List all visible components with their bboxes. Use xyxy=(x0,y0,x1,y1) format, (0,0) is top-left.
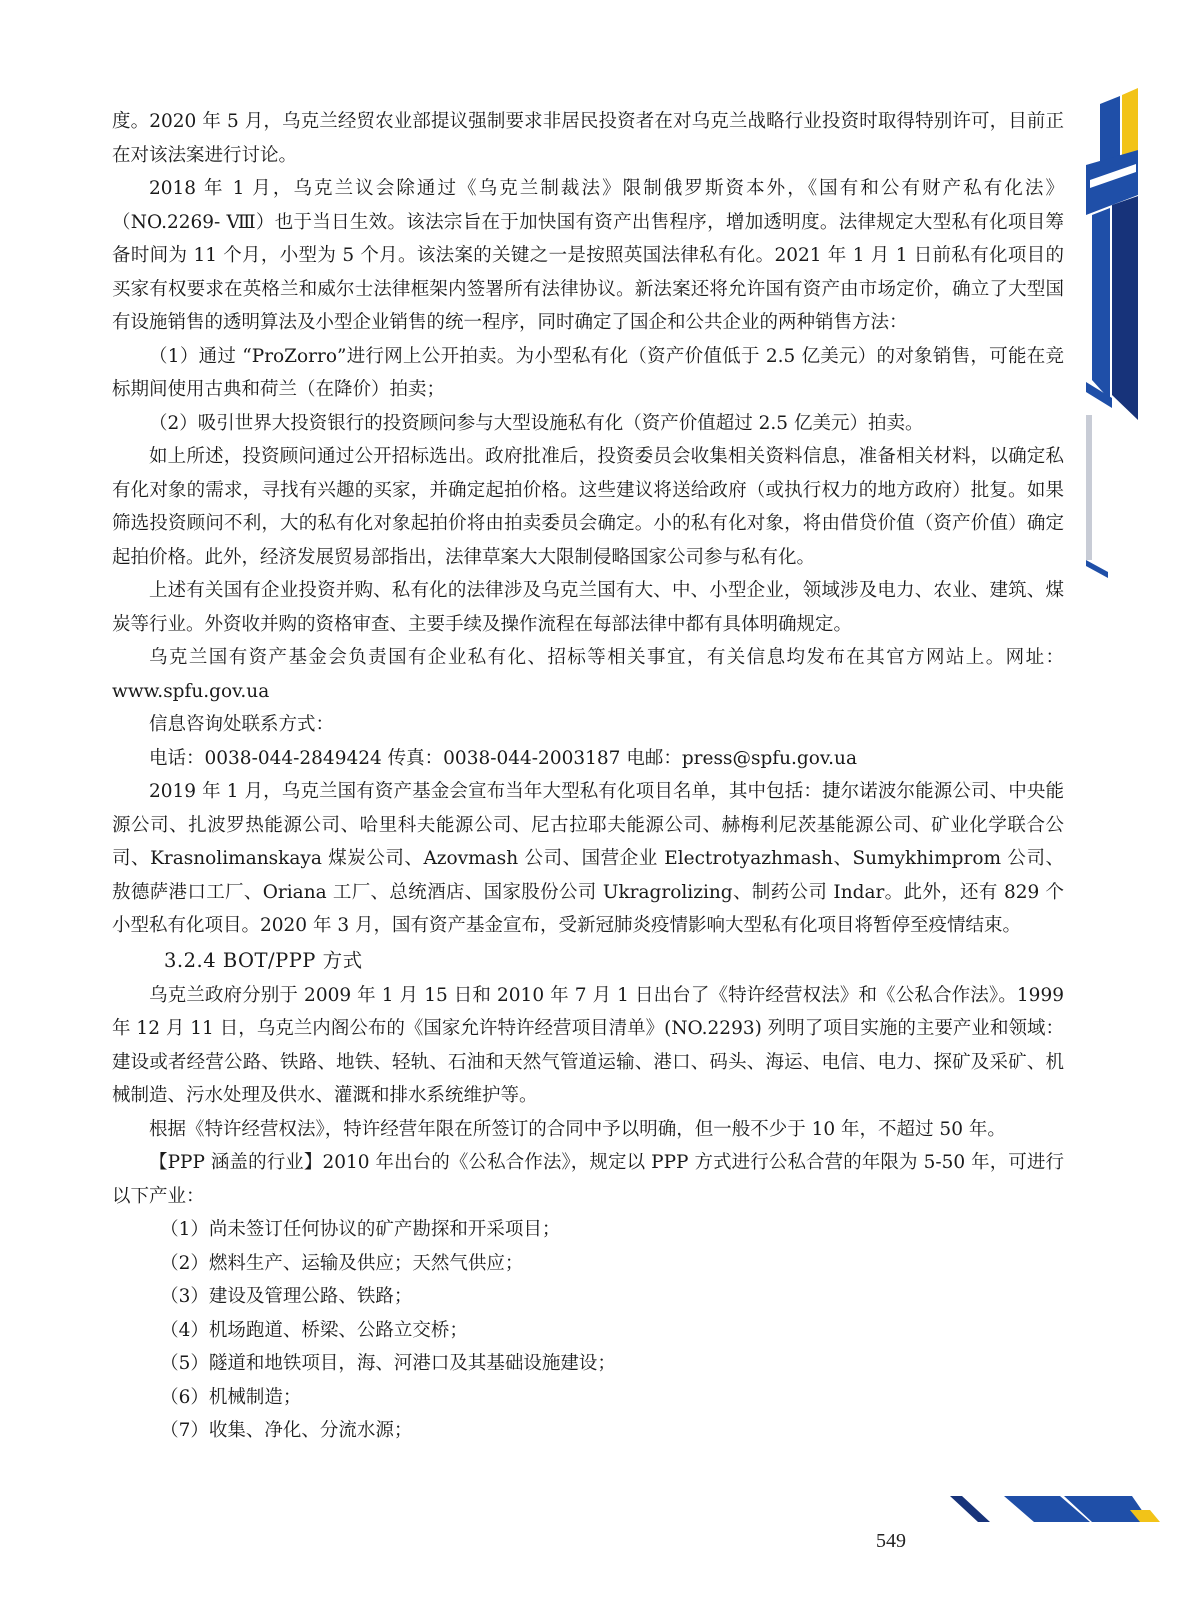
paragraph: 乌克兰国有资产基金会负责国有企业私有化、招标等相关事宜，有关信息均发布在其官方网站上。网址：www.spfu.gov.ua xyxy=(112,647,1064,702)
blue-band-main xyxy=(1092,208,1110,400)
list-item: （6）机械制造； xyxy=(160,1386,302,1408)
bottom-stripe-dark xyxy=(950,1496,990,1522)
bottom-stripe-blue-2 xyxy=(1064,1496,1150,1522)
blue-diagonal-2 xyxy=(1086,560,1108,578)
page-number: 549 xyxy=(876,1530,906,1552)
paragraph: 乌克兰政府分别于 2009 年 1 月 15 日和 2010 年 7 月 1 日出台了《特许经营权法》和《公私合作法》。1999 年 12 月 11 日，乌克兰内阁公布的《国家允许特许经营项目清单》(NO.2293) 列明了项目实施的主要产业和领域：建设或者经营公路、铁路、地铁、轻轨、石油和天然气管道运输、港口、码头、海运、电信、电力、探矿及采矿、机械制造、污水处理及供水、灌溉和排水系统维护等。 xyxy=(112,984,1064,1106)
paragraph: 2018 年 1 月，乌克兰议会除通过《乌克兰制裁法》限制俄罗斯资本外，《国有和公有财产私有化法》（NO.2269- Ⅷ）也于当日生效。该法宗旨在于加快国有资产出售程序，增加透明度。法律规定大型私有化项目筹备时间为 11 个月，小型为 5 个月。该法案的关键之一是按照英国法律私有化。2021 年 1 月 1 日前私有化项目的买家有权要求在英格兰和威尔士法律框架内签署所有法律协议。新法案还将允许国有资产由市场定价，确立了大型国有设施销售的透明算法及小型企业销售的统一程序，同时确定了国企和公共企业的两种销售方法： xyxy=(112,178,1064,333)
blue-stripe-top xyxy=(1100,96,1120,168)
list-item: （5）隧道和地铁项目，海、河港口及其基础设施建设； xyxy=(160,1353,616,1374)
list-item: （1）尚未签订任何协议的矿产勘探和开采项目； xyxy=(160,1219,561,1240)
paragraph-item: （2）吸引世界大投资银行的投资顾问参与大型设施私有化（资产价值超过 2.5 亿美元）拍卖。 xyxy=(149,412,924,434)
white-chevron xyxy=(1090,164,1136,188)
paragraph: 度。2020 年 5 月，乌克兰经贸农业部提议强制要求非居民投资者在对乌克兰战略行业投资时取得特别许可，目前正在对该法案进行讨论。 xyxy=(112,111,1064,166)
yellow-stripe xyxy=(1122,88,1138,158)
blue-band-upper xyxy=(1086,150,1138,215)
blue-diagonal-1 xyxy=(1086,382,1112,408)
list-item: （3）建设及管理公路、铁路； xyxy=(160,1286,413,1307)
paragraph: 【PPP 涵盖的行业】2010 年出台的《公私合作法》，规定以 PPP 方式进行公私合营的年限为 5-50 年，可进行以下产业： xyxy=(112,1152,1064,1207)
dark-blue-band xyxy=(1112,196,1138,420)
paragraph-item: （1）通过 “ProZorro”进行网上公开拍卖。为小型私有化（资产价值低于 2.5 亿美元）的对象销售，可能在竞标期间使用古典和荷兰（在降价）拍卖； xyxy=(112,345,1064,400)
gray-bar xyxy=(1086,415,1092,560)
bottom-stripe-blue xyxy=(1004,1496,1090,1522)
list-item: （4）机场跑道、桥梁、公路立交桥； xyxy=(160,1319,468,1341)
page-body xyxy=(112,105,1064,1448)
contact-line: 电话：0038-044-2849424 传真：0038-044-2003187 电邮：press@spfu.gov.ua xyxy=(149,747,857,769)
paragraph: 2019 年 1 月，乌克兰国有资产基金会宣布当年大型私有化项目名单，其中包括：捷尔诺波尔能源公司、中央能源公司、扎波罗热能源公司、哈里科夫能源公司、尼古拉耶夫能源公司、赫梅利尼茨基能源公司、矿业化学联合公司、Krasnolimanskaya 煤炭公司、Azovmash 公司、国营企业 Electrotyazhmash、Sumykhimprom 公司、敖德萨港口工厂、Oriana 工厂、总统酒店、国家股份公司 Ukragrolizing、制药公司 Indar。此外，还有 829 个小型私有化项目。2020 年 3 月，国有资产基金宣布，受新冠肺炎疫情影响大型私有化项目将暂停至疫情结束。 xyxy=(112,781,1064,936)
list-item: （7）收集、净化、分流水源； xyxy=(160,1420,413,1441)
paragraph: 根据《特许经营权法》，特许经营年限在所签订的合同中予以明确，但一般不少于 10 年，不超过 50 年。 xyxy=(149,1118,1006,1140)
paragraph: 上述有关国有企业投资并购、私有化的法律涉及乌克兰国有大、中、小型企业，领域涉及电力、农业、建筑、煤炭等行业。外资收并购的资格审查、主要手续及操作流程在每部法律中都有具体明确规定。 xyxy=(112,580,1064,635)
list-item: （2）燃料生产、运输及供应；天然气供应； xyxy=(160,1252,524,1274)
bottom-stripe-yellow xyxy=(1130,1510,1160,1522)
paragraph: 如上所述，投资顾问通过公开招标选出。政府批准后，投资委员会收集相关资料信息，准备相关材料，以确定私有化对象的需求，寻找有兴趣的买家，并确定起拍价格。这些建议将送给政府（或执行权力的地方政府）批复。如果筛选投资顾问不利，大的私有化对象起拍价将由拍卖委员会确定。小的私有化对象，将由借贷价值（资产价值）确定起拍价格。此外，经济发展贸易部指出，法律草案大大限制侵略国家公司参与私有化。 xyxy=(112,446,1064,568)
paragraph: 信息咨询处联系方式： xyxy=(149,714,335,735)
section-heading: 3.2.4 BOT/PPP 方式 xyxy=(164,948,363,972)
